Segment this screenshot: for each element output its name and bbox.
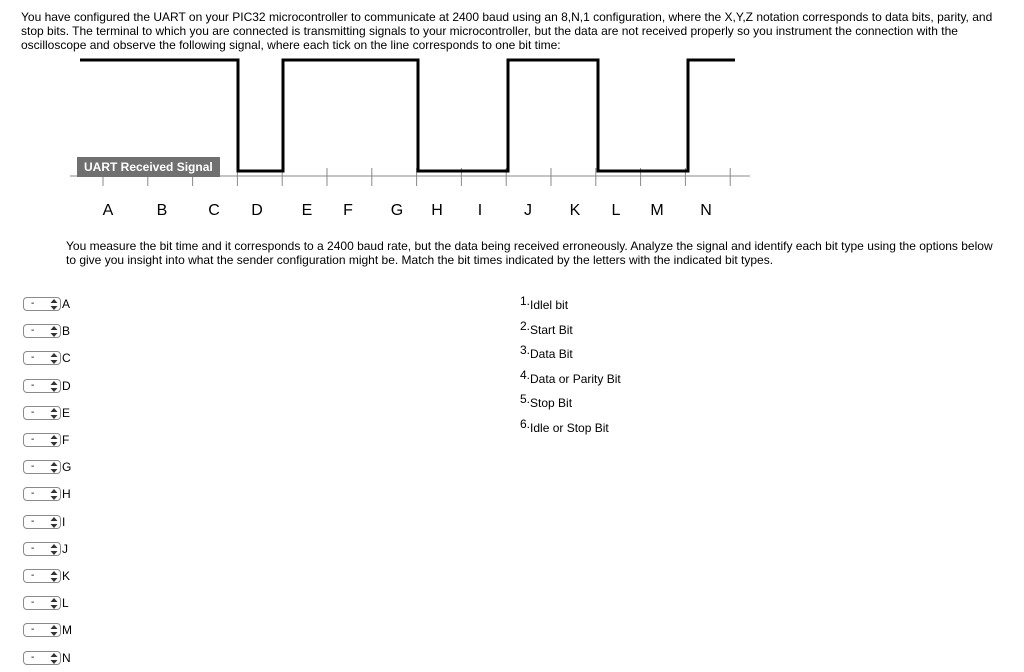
problem-intro: You have configured the UART on your PIC32 microcontroller to communicate at 2400 baud using an 8,N,1 configuration, where the X,Y,Z notation corresponds to data bits, parity, and stop bits. The terminal to which you are connected is transmitting signals to your microcontroller, but the data are not received properly so you instrument the connection with the oscilloscope and observe the following signal, where each tick on the line corresponds to one bit time: [21, 10, 993, 52]
bit-type-select[interactable] [23, 487, 61, 501]
bit-type-select[interactable] [23, 515, 61, 529]
match-row-b [23, 323, 70, 339]
option-item [520, 318, 573, 337]
bit-letter-j: J [524, 202, 532, 219]
updown-arrows-icon [50, 353, 58, 364]
select-value: - [31, 406, 35, 418]
updown-arrows-icon [50, 544, 58, 555]
option-label: Idlel bit [530, 298, 569, 312]
match-letter: G [62, 460, 72, 475]
select-value: - [31, 379, 35, 391]
updown-arrows-icon [50, 653, 58, 664]
match-row-h [23, 486, 71, 502]
match-letter: A [62, 297, 71, 311]
bit-letter-a: A [102, 202, 114, 219]
match-letter: B [62, 324, 71, 339]
match-row-i [23, 514, 65, 530]
option-item [520, 417, 609, 435]
bit-type-select[interactable] [23, 433, 61, 447]
match-row-f [23, 432, 69, 448]
option-number: 3. [520, 343, 531, 358]
bit-type-select[interactable] [23, 596, 61, 610]
match-letter: K [62, 569, 71, 583]
bit-letter-i: I [477, 202, 483, 219]
bit-letter-k: K [569, 202, 581, 219]
bit-letter-d: D [251, 202, 263, 219]
updown-arrows-icon [50, 517, 58, 528]
bit-letter-n: N [700, 202, 712, 219]
match-row-e [23, 405, 70, 421]
match-letter: L [62, 596, 69, 611]
bit-letter-l: L [611, 202, 621, 219]
updown-arrows-icon [50, 598, 58, 609]
bit-type-select[interactable] [23, 406, 61, 420]
select-value: - [31, 434, 35, 445]
updown-arrows-icon [50, 462, 58, 473]
match-row-n [23, 650, 71, 666]
select-value: - [31, 298, 35, 309]
option-item [520, 367, 621, 386]
option-label: Data Bit [530, 347, 573, 362]
bit-type-select[interactable] [23, 460, 61, 474]
select-value: - [31, 651, 35, 663]
updown-arrows-icon [50, 625, 58, 636]
match-row-d [23, 378, 71, 394]
signal-label: UART Received Signal [77, 157, 220, 177]
instructions: You measure the bit time and it corresponds to a 2400 baud rate, but the data being received erroneously. Analyze the signal and identify each bit type using the options below to give you insight into what the sender configuration might be. Match the bit times indicated by the letters with the indicated bit types. [66, 239, 993, 267]
updown-arrows-icon [50, 408, 58, 419]
option-number: 5. [520, 392, 531, 407]
match-letter: M [62, 623, 72, 638]
select-value: - [31, 461, 35, 473]
bit-type-select[interactable] [23, 297, 61, 311]
select-value: - [31, 597, 35, 609]
match-row-k [23, 568, 70, 584]
bit-type-select[interactable] [23, 379, 61, 393]
uart-waveform [80, 60, 735, 171]
option-number: 4. [520, 367, 531, 382]
updown-arrows-icon [50, 381, 58, 392]
match-letter: I [62, 514, 66, 529]
match-row-a [23, 296, 70, 312]
match-row-g [23, 459, 71, 475]
option-number: 6. [520, 417, 531, 431]
match-letter: F [62, 433, 70, 447]
bit-type-select[interactable] [23, 623, 61, 637]
updown-arrows-icon [50, 435, 58, 446]
bit-type-select[interactable] [23, 351, 61, 365]
option-label: Stop Bit [530, 396, 573, 411]
bit-type-select[interactable] [23, 324, 61, 338]
bit-letter-c: C [208, 202, 220, 219]
match-letter: C [62, 351, 71, 366]
select-value: - [31, 352, 35, 364]
updown-arrows-icon [50, 489, 58, 500]
bit-letter-b: B [156, 202, 168, 219]
option-label: Idle or Stop Bit [530, 421, 609, 435]
updown-arrows-icon [50, 299, 58, 310]
option-label: Start Bit [530, 322, 573, 337]
option-item [520, 343, 573, 362]
option-number: 2. [520, 318, 531, 333]
updown-arrows-icon [50, 326, 58, 337]
match-letter: J [62, 541, 68, 556]
select-value: - [31, 624, 35, 636]
option-item [520, 392, 573, 411]
select-value: - [31, 515, 35, 527]
bit-letter-e: E [301, 202, 313, 219]
bit-letter-h: H [431, 202, 443, 219]
option-label: Data or Parity Bit [530, 371, 621, 386]
bit-type-select[interactable] [23, 542, 61, 556]
bit-letter-m: M [650, 202, 664, 219]
bit-letter-g: G [390, 202, 404, 219]
bit-letter-f: F [343, 202, 353, 219]
match-letter: E [62, 405, 71, 420]
match-letter: D [62, 378, 71, 393]
match-row-l [23, 595, 69, 611]
match-letter: N [62, 650, 71, 665]
match-row-j [23, 541, 68, 557]
signal-diagram [0, 0, 1024, 230]
option-number: 1. [520, 294, 531, 308]
match-row-c [23, 350, 71, 366]
option-item [520, 294, 569, 312]
select-value: - [31, 570, 35, 581]
select-value: - [31, 488, 35, 500]
bit-type-select[interactable] [23, 651, 61, 665]
match-letter: H [62, 487, 71, 502]
updown-arrows-icon [50, 571, 58, 582]
select-value: - [31, 542, 35, 554]
match-row-m [23, 622, 72, 638]
bit-type-select[interactable] [23, 569, 61, 583]
select-value: - [31, 325, 35, 337]
